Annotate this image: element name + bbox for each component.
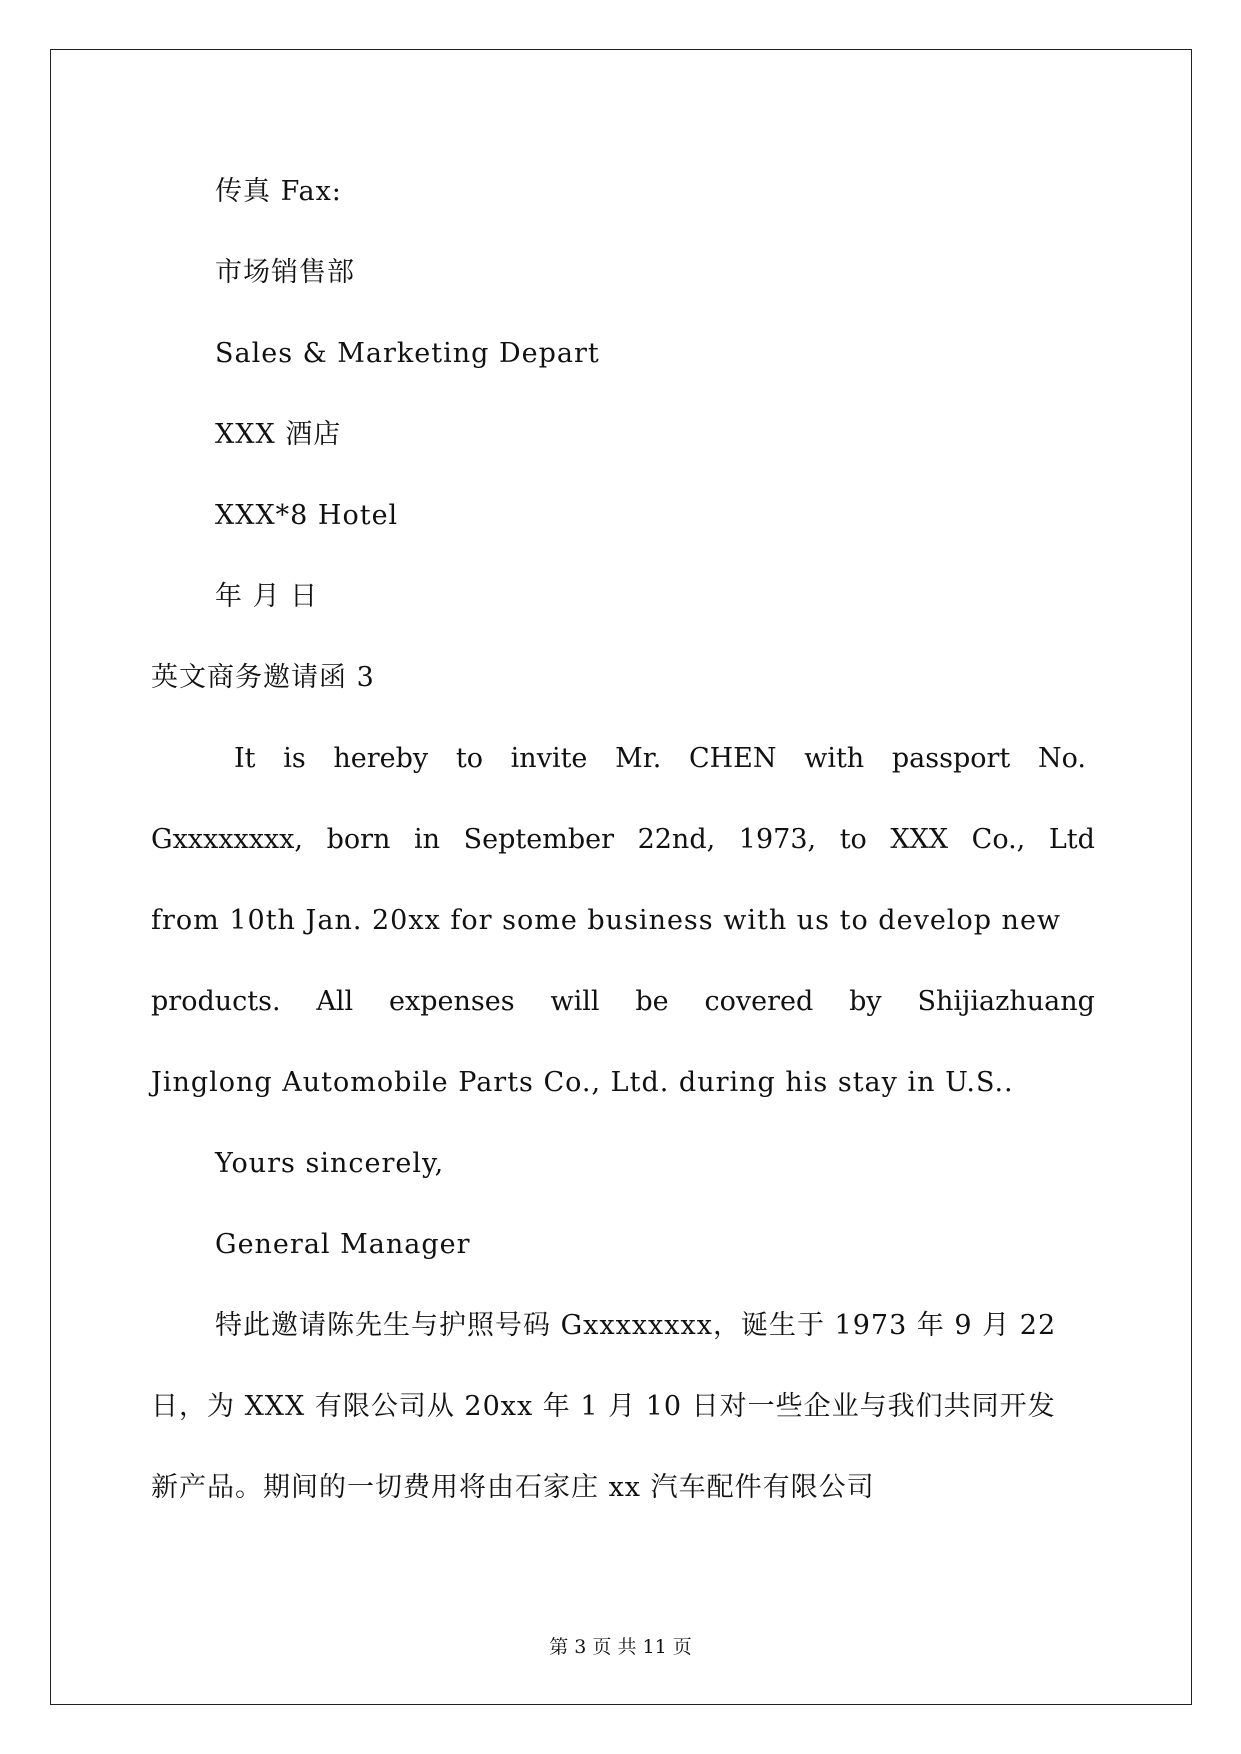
- date-line: 年 月 日: [215, 581, 319, 612]
- department-cn: 市场销售部: [215, 257, 355, 288]
- cn-paragraph-line-3: 新产品。期间的一切费用将由石家庄 xx 汽车配件有限公司: [151, 1472, 875, 1503]
- word: All: [316, 986, 354, 1017]
- word: September: [463, 824, 614, 855]
- en-paragraph-line-5: Jinglong Automobile Parts Co., Ltd. during his stay in U.S..: [151, 1067, 1014, 1098]
- word: is: [283, 743, 306, 774]
- word: expenses: [389, 986, 515, 1017]
- word: XXX: [890, 824, 949, 855]
- word: CHEN: [688, 743, 777, 774]
- word: Mr.: [615, 743, 662, 774]
- word: to: [839, 824, 867, 855]
- cn-paragraph-line-1: 特此邀请陈先生与护照号码 Gxxxxxxxx，诞生于 1973 年 9 月 22: [215, 1310, 1057, 1341]
- sign-off: Yours sincerely,: [215, 1148, 445, 1179]
- word: hereby: [333, 743, 429, 774]
- word: 22nd,: [637, 824, 716, 855]
- word: by: [849, 986, 882, 1017]
- word: will: [550, 986, 600, 1017]
- word: covered: [704, 986, 814, 1017]
- hotel-en: XXX*8 Hotel: [215, 500, 399, 531]
- word: passport: [891, 743, 1011, 774]
- word: 1973,: [738, 824, 817, 855]
- signer-title: General Manager: [215, 1229, 471, 1260]
- en-paragraph-line-2: [151, 826, 1095, 853]
- word: It: [234, 743, 256, 774]
- section-title: 英文商务邀请函 3: [151, 662, 375, 693]
- en-paragraph-line-4: [151, 988, 1095, 1015]
- cn-paragraph-line-2: 日，为 XXX 有限公司从 20xx 年 1 月 10 日对一些企业与我们共同开发: [151, 1391, 1056, 1422]
- en-paragraph-line-3: from 10th Jan. 20xx for some business with us to develop new: [151, 905, 1062, 936]
- fax-line: 传真 Fax:: [215, 176, 342, 207]
- word: Co.,: [971, 824, 1026, 855]
- en-paragraph-line-1: [234, 745, 1086, 772]
- word: Gxxxxxxxx,: [151, 824, 303, 855]
- word: Shijiazhuang: [917, 986, 1095, 1017]
- hotel-cn: XXX 酒店: [215, 419, 342, 450]
- word: with: [804, 743, 865, 774]
- word: No.: [1037, 743, 1086, 774]
- word: in: [414, 824, 441, 855]
- word: Ltd: [1048, 824, 1095, 855]
- word: invite: [510, 743, 588, 774]
- department-en: Sales & Marketing Depart: [215, 338, 600, 369]
- word: products.: [151, 986, 281, 1017]
- page-number: 第 3 页 共 11 页: [549, 1636, 692, 1658]
- word: to: [455, 743, 483, 774]
- word: be: [635, 986, 669, 1017]
- page-border: [50, 49, 1192, 1705]
- word: born: [326, 824, 391, 855]
